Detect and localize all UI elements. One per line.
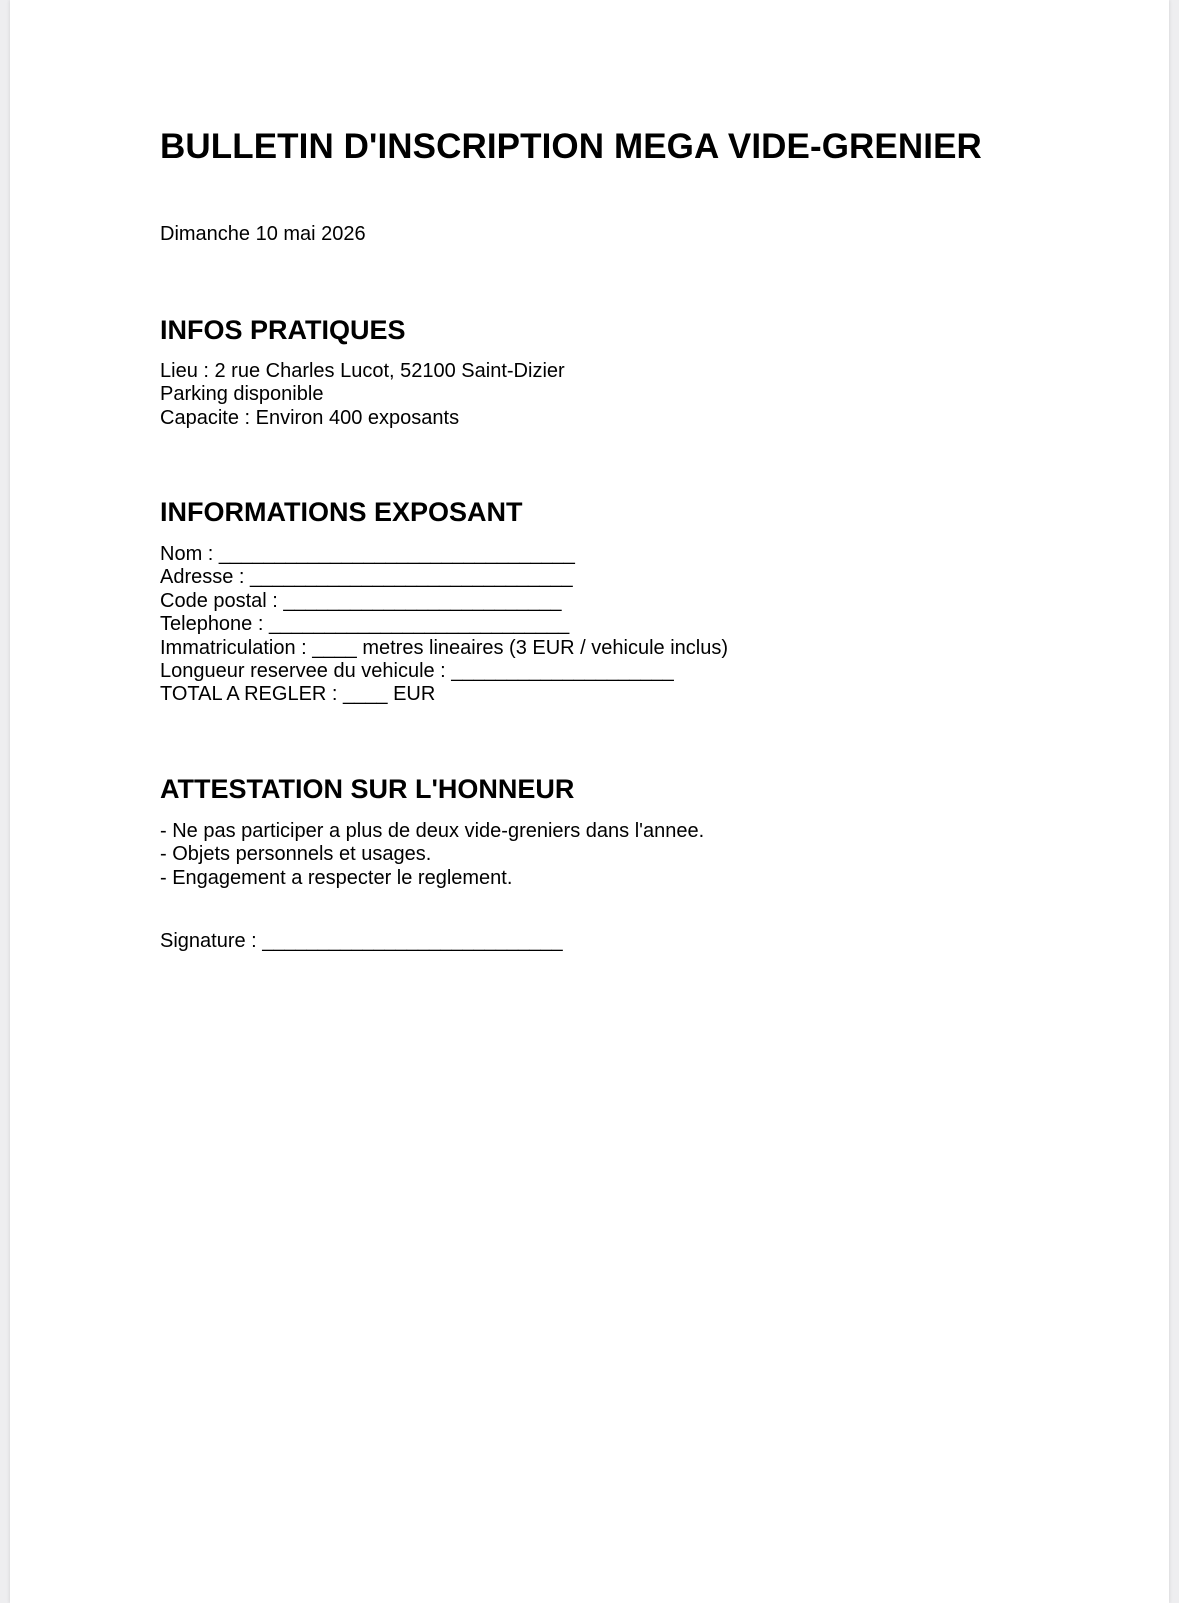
field-total: TOTAL A REGLER : ____ EUR xyxy=(160,683,436,706)
info-line-capacite: Capacite : Environ 400 exposants xyxy=(160,406,460,429)
attestation-line-1: - Ne pas participer a plus de deux vide-greniers dans l'annee. xyxy=(160,820,705,842)
document-title: BULLETIN D'INSCRIPTION MEGA VIDE-GRENIER xyxy=(160,127,982,166)
document-page xyxy=(10,0,1169,1603)
exposant-fields xyxy=(160,543,728,707)
field-telephone: Telephone : ___________________________ xyxy=(160,613,570,636)
attestation-line-2: - Objets personnels et usages. xyxy=(160,843,432,866)
section-heading-informations-exposant: INFORMATIONS EXPOSANT xyxy=(160,497,523,527)
info-line-parking: Parking disponible xyxy=(160,383,324,406)
field-nom: Nom : ________________________________ xyxy=(160,543,575,565)
attestation-line-3: - Engagement a respecter le reglement. xyxy=(160,866,513,889)
field-longueur: Longueur reservee du vehicule : ____________________ xyxy=(160,659,674,682)
field-adresse: Adresse : _____________________________ xyxy=(160,566,573,589)
signature-line: Signature : ___________________________ xyxy=(160,930,563,952)
infos-pratiques-lines xyxy=(160,360,565,430)
field-immatriculation: Immatriculation : ____ metres lineaires (3 EUR / vehicule inclus) xyxy=(160,636,728,659)
attestation-lines xyxy=(160,820,704,890)
event-date: Dimanche 10 mai 2026 xyxy=(160,223,366,245)
section-heading-attestation: ATTESTATION SUR L'HONNEUR xyxy=(160,774,575,804)
field-code-postal: Code postal : _________________________ xyxy=(160,589,562,612)
info-line-lieu: Lieu : 2 rue Charles Lucot, 52100 Saint-Dizier xyxy=(160,360,565,382)
section-heading-infos-pratiques: INFOS PRATIQUES xyxy=(160,315,406,345)
